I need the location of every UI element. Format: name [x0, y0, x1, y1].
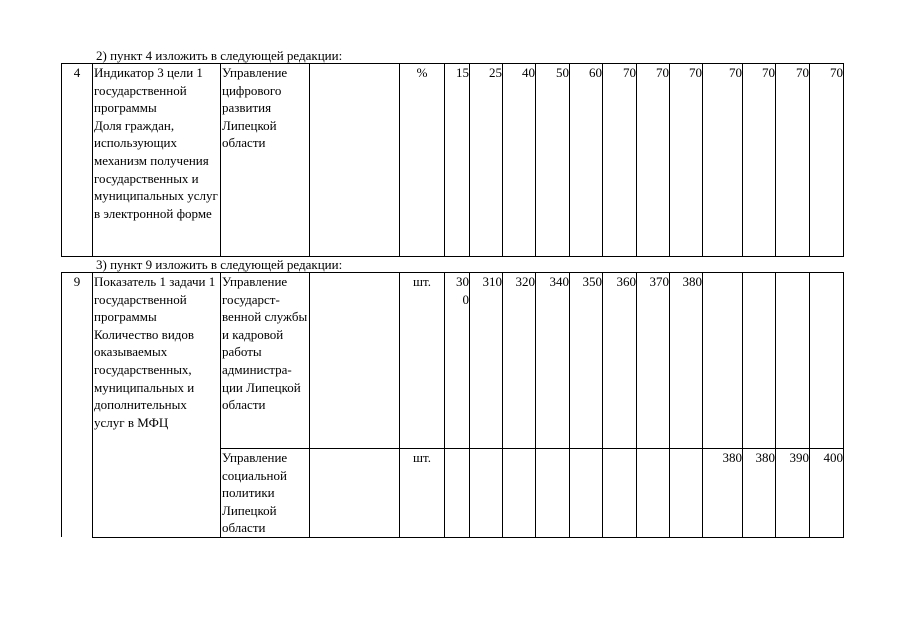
value-cell	[810, 273, 844, 449]
value-cell: 70	[637, 64, 670, 257]
value-cell	[570, 449, 603, 538]
value-cell: 70	[743, 64, 776, 257]
value-cell: 60	[570, 64, 603, 257]
value-cell: 340	[536, 273, 570, 449]
indicator-table-item-4	[61, 63, 844, 257]
extra-cell	[310, 64, 400, 257]
value-cell: 310	[470, 273, 503, 449]
section-3-heading: 3) пункт 9 изложить в следующей редакции:	[96, 257, 343, 272]
value-cell: 70	[703, 64, 743, 257]
indicator-name-continued	[93, 449, 221, 538]
section-2-heading: 2) пункт 4 изложить в следующей редакции:	[96, 48, 343, 63]
value-cell: 360	[603, 273, 637, 449]
value-cell: 15	[445, 64, 470, 257]
value-cell: 380	[743, 449, 776, 538]
value-cell: 390	[776, 449, 810, 538]
responsible-executor: Управление социальной политики Липецкой области	[221, 449, 310, 538]
value-cell	[637, 449, 670, 538]
value-cell	[503, 449, 536, 538]
value-cell: 70	[603, 64, 637, 257]
value-cell	[603, 449, 637, 538]
value-cell: 400	[810, 449, 844, 538]
row-number: 4	[62, 64, 93, 257]
value-cell	[776, 273, 810, 449]
unit-cell: шт.	[400, 449, 445, 538]
table-row	[62, 449, 844, 538]
indicator-name: Индикатор 3 цели 1 государственной программы Доля граждан, использующих механизм получения государственных и муниципальных услуг в электронной форме	[93, 64, 221, 257]
value-text: 300	[456, 274, 469, 307]
table-row	[62, 64, 844, 257]
extra-cell	[310, 273, 400, 449]
value-cell: 70	[810, 64, 844, 257]
value-cell: 380	[703, 449, 743, 538]
value-cell: 350	[570, 273, 603, 449]
value-cell	[445, 273, 470, 449]
value-cell: 370	[637, 273, 670, 449]
value-cell	[445, 449, 470, 538]
unit-cell: %	[400, 64, 445, 257]
value-cell: 40	[503, 64, 536, 257]
extra-cell	[310, 449, 400, 538]
unit-cell: шт.	[400, 273, 445, 449]
table-row	[62, 273, 844, 449]
indicator-table-item-9	[61, 272, 844, 538]
value-cell: 320	[503, 273, 536, 449]
value-cell: 25	[470, 64, 503, 257]
indicator-name: Показатель 1 задачи 1 государственной программы Количество видов оказываемых государственных, муниципальных и дополнительных услуг в МФЦ	[93, 273, 221, 449]
responsible-executor: Управление государст-венной службы и кадровой работы администра-ции Липецкой области	[221, 273, 310, 449]
row-number: 9	[62, 273, 93, 538]
value-cell	[470, 449, 503, 538]
value-cell	[536, 449, 570, 538]
value-cell	[703, 273, 743, 449]
responsible-executor: Управление цифрового развития Липецкой области	[221, 64, 310, 257]
value-cell	[743, 273, 776, 449]
value-cell	[670, 449, 703, 538]
value-cell: 70	[776, 64, 810, 257]
value-cell: 70	[670, 64, 703, 257]
value-cell: 380	[670, 273, 703, 449]
value-cell: 50	[536, 64, 570, 257]
